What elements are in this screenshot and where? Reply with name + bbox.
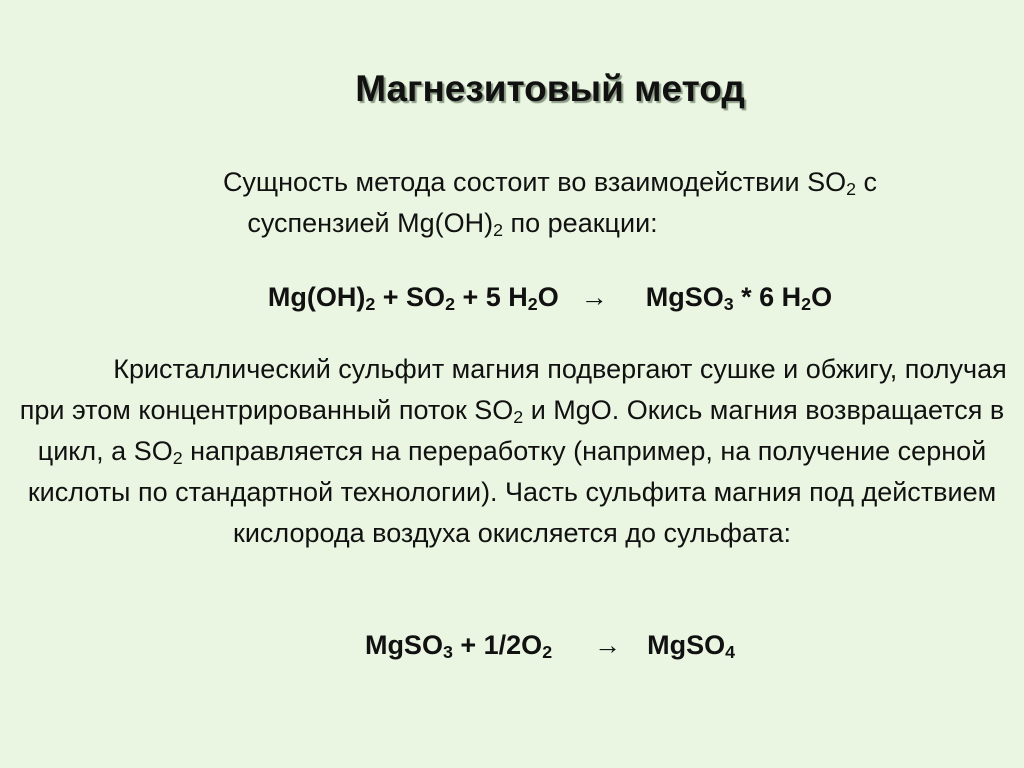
body-paragraph-text: Кристаллический сульфит магния подвергают сушке и обжигу, получая при этом концентрированный поток $SO_2$ и MgO. Окись магния возвращается в цикл, а $SO_2$ направляется на переработку (например, на получение серной кислоты по стандартной технологии). Часть сульфита магния под действием кислорода воздуха окисляется до сульфата:: [19, 354, 1007, 548]
subscript: 2: [527, 293, 538, 314]
subscript: 3: [442, 641, 453, 662]
subscript: 2: [172, 447, 183, 468]
subscript: 2: [513, 406, 524, 427]
reaction-equation-2: [0, 628, 1024, 662]
slide-title: Магнезитовый метод: [355, 68, 745, 109]
reaction-equation-1: [0, 280, 1024, 314]
intro-line-1: Сущность метода состоит во взаимодействии $SO_2$ с: [222, 167, 878, 199]
intro-line-2: суспензией $Mg(OH)_2$ по реакции:: [247, 208, 658, 240]
reaction-arrow-icon: →: [594, 630, 622, 660]
equation-2-products: MgSO$_4$: [647, 630, 736, 662]
intro-text: [0, 162, 1024, 244]
subscript: 2: [801, 293, 812, 314]
subscript: 2: [445, 293, 455, 314]
equation-1-reactants: $Mg(OH)_2 + SO_2 + 5$ $H_2O$: [267, 282, 559, 314]
subscript: 2: [365, 293, 376, 314]
reaction-arrow-icon: →: [580, 282, 608, 312]
subscript: 2: [542, 641, 553, 662]
subscript: 4: [725, 641, 736, 662]
subscript: 3: [723, 293, 734, 314]
equation-1-products: MgSO$_3$ * 6 $H_2O$: [645, 282, 833, 314]
body-paragraph: [8, 349, 1016, 554]
equation-2-reactants: MgSO$_3$ + $1/2O_2$: [364, 630, 553, 662]
